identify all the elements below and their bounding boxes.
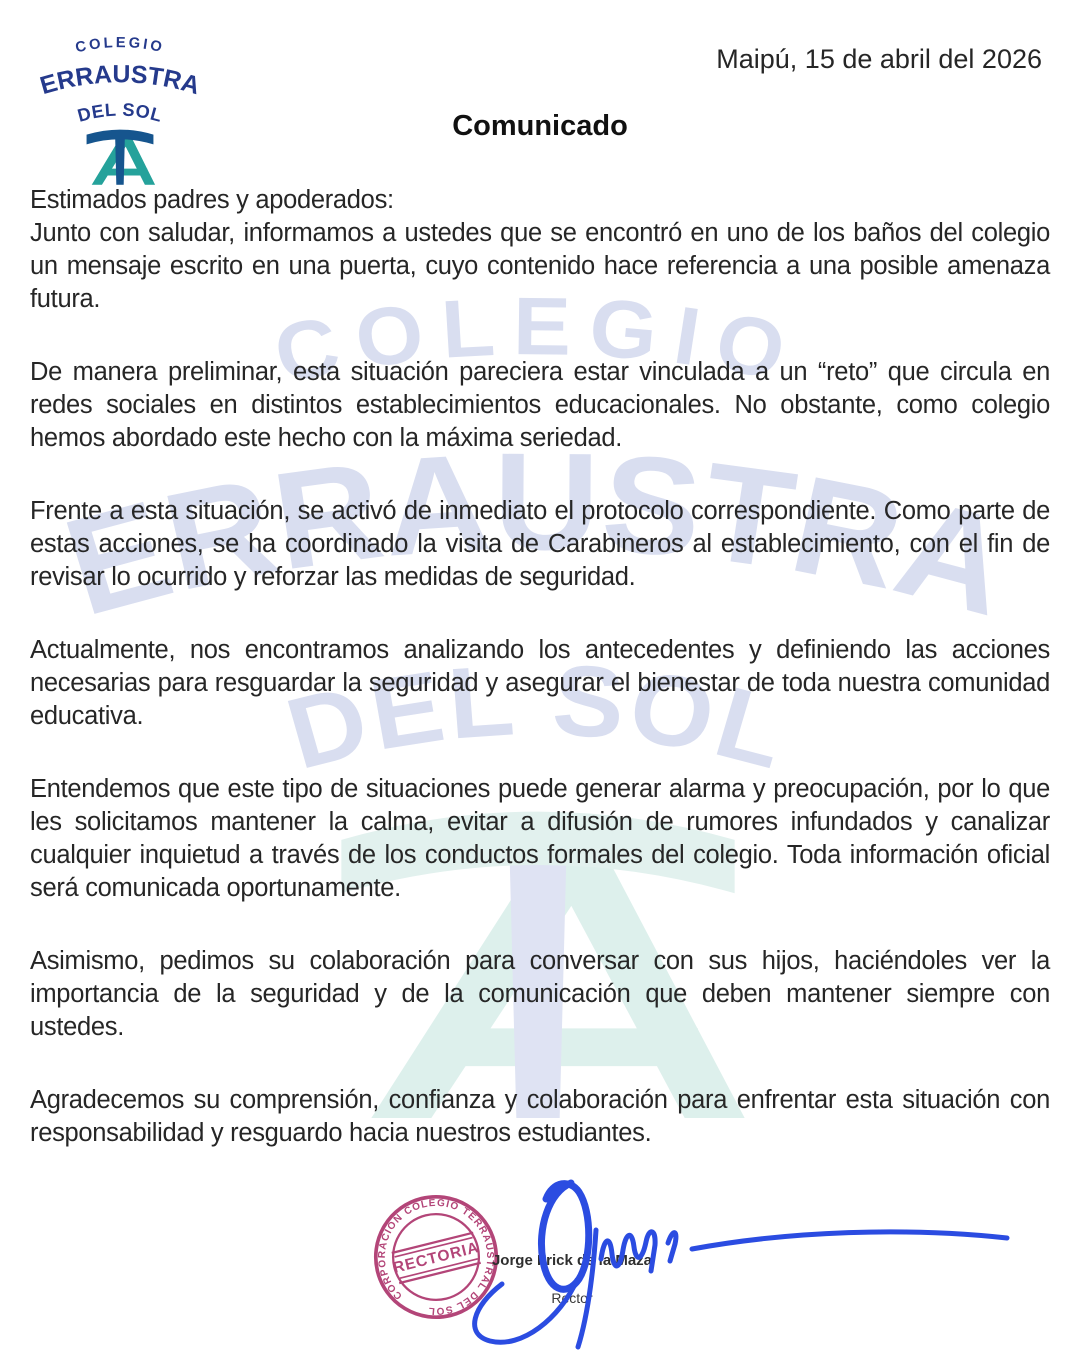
paragraph: Actualmente, nos encontramos analizando los antecedentes y definiendo las acciones necesarias para resguardar la seguridad y asegurar el bienestar de toda nuestra comunidad educativa. xyxy=(30,636,1050,730)
paragraph: Entendemos que este tipo de situaciones puede generar alarma y preocupación, por lo que les solicitamos mantener la calma, evitar a difusión de rumores infundados y canalizar cualquier inquietud a través de los conductos formales del colegio. Toda información oficial será comunicada oportunamente. xyxy=(30,775,1050,902)
signer-role: Rector xyxy=(551,1290,593,1306)
letter-body xyxy=(30,184,1050,1150)
paragraph: Agradecemos su comprensión, confianza y colaboración para enfrentar esta situación con responsabilidad y resguardo hacia nuestros estudiantes. xyxy=(30,1086,1050,1147)
signer-name: Jorge Frick de la Maza xyxy=(491,1252,653,1269)
salutation: Estimados padres y apoderados: xyxy=(30,186,394,214)
page-title: Comunicado xyxy=(452,110,628,142)
paragraph: Junto con saludar, informamos a ustedes que se encontró en uno de los baños del colegio un mensaje escrito en una puerta, cuyo contenido hace referencia a una posible amenaza futura. xyxy=(30,219,1050,313)
signature-strokes xyxy=(440,1150,1030,1350)
paragraph: Frente a esta situación, se activó de inmediato el protocolo correspondiente. Como parte de estas acciones, se ha coordinado la visita de Carabineros al establecimiento, con el fin de revisar lo ocurrido y reforzar las medidas de seguridad. xyxy=(30,497,1050,591)
paragraph: Asimismo, pedimos su colaboración para conversar con sus hijos, haciéndoles ver la importancia de la seguridad y de la comunicación que deben mantener siempre con ustedes. xyxy=(30,947,1050,1041)
stamp-ring-text: CORPORACION COLEGIO TERRAUSTRAL DEL SOL xyxy=(376,1197,496,1317)
date-line: Maipú, 15 de abril del 2026 xyxy=(716,44,1042,74)
stamp-center-text: RECTORIA xyxy=(391,1239,481,1277)
paragraph: De manera preliminar, esta situación pareciera estar vinculada a un “reto” que circula en redes sociales en distintos establecimientos educacionales. No obstante, como colegio hemos abordado este hecho con la máxima seriedad. xyxy=(30,358,1050,452)
school-logo xyxy=(35,26,205,185)
